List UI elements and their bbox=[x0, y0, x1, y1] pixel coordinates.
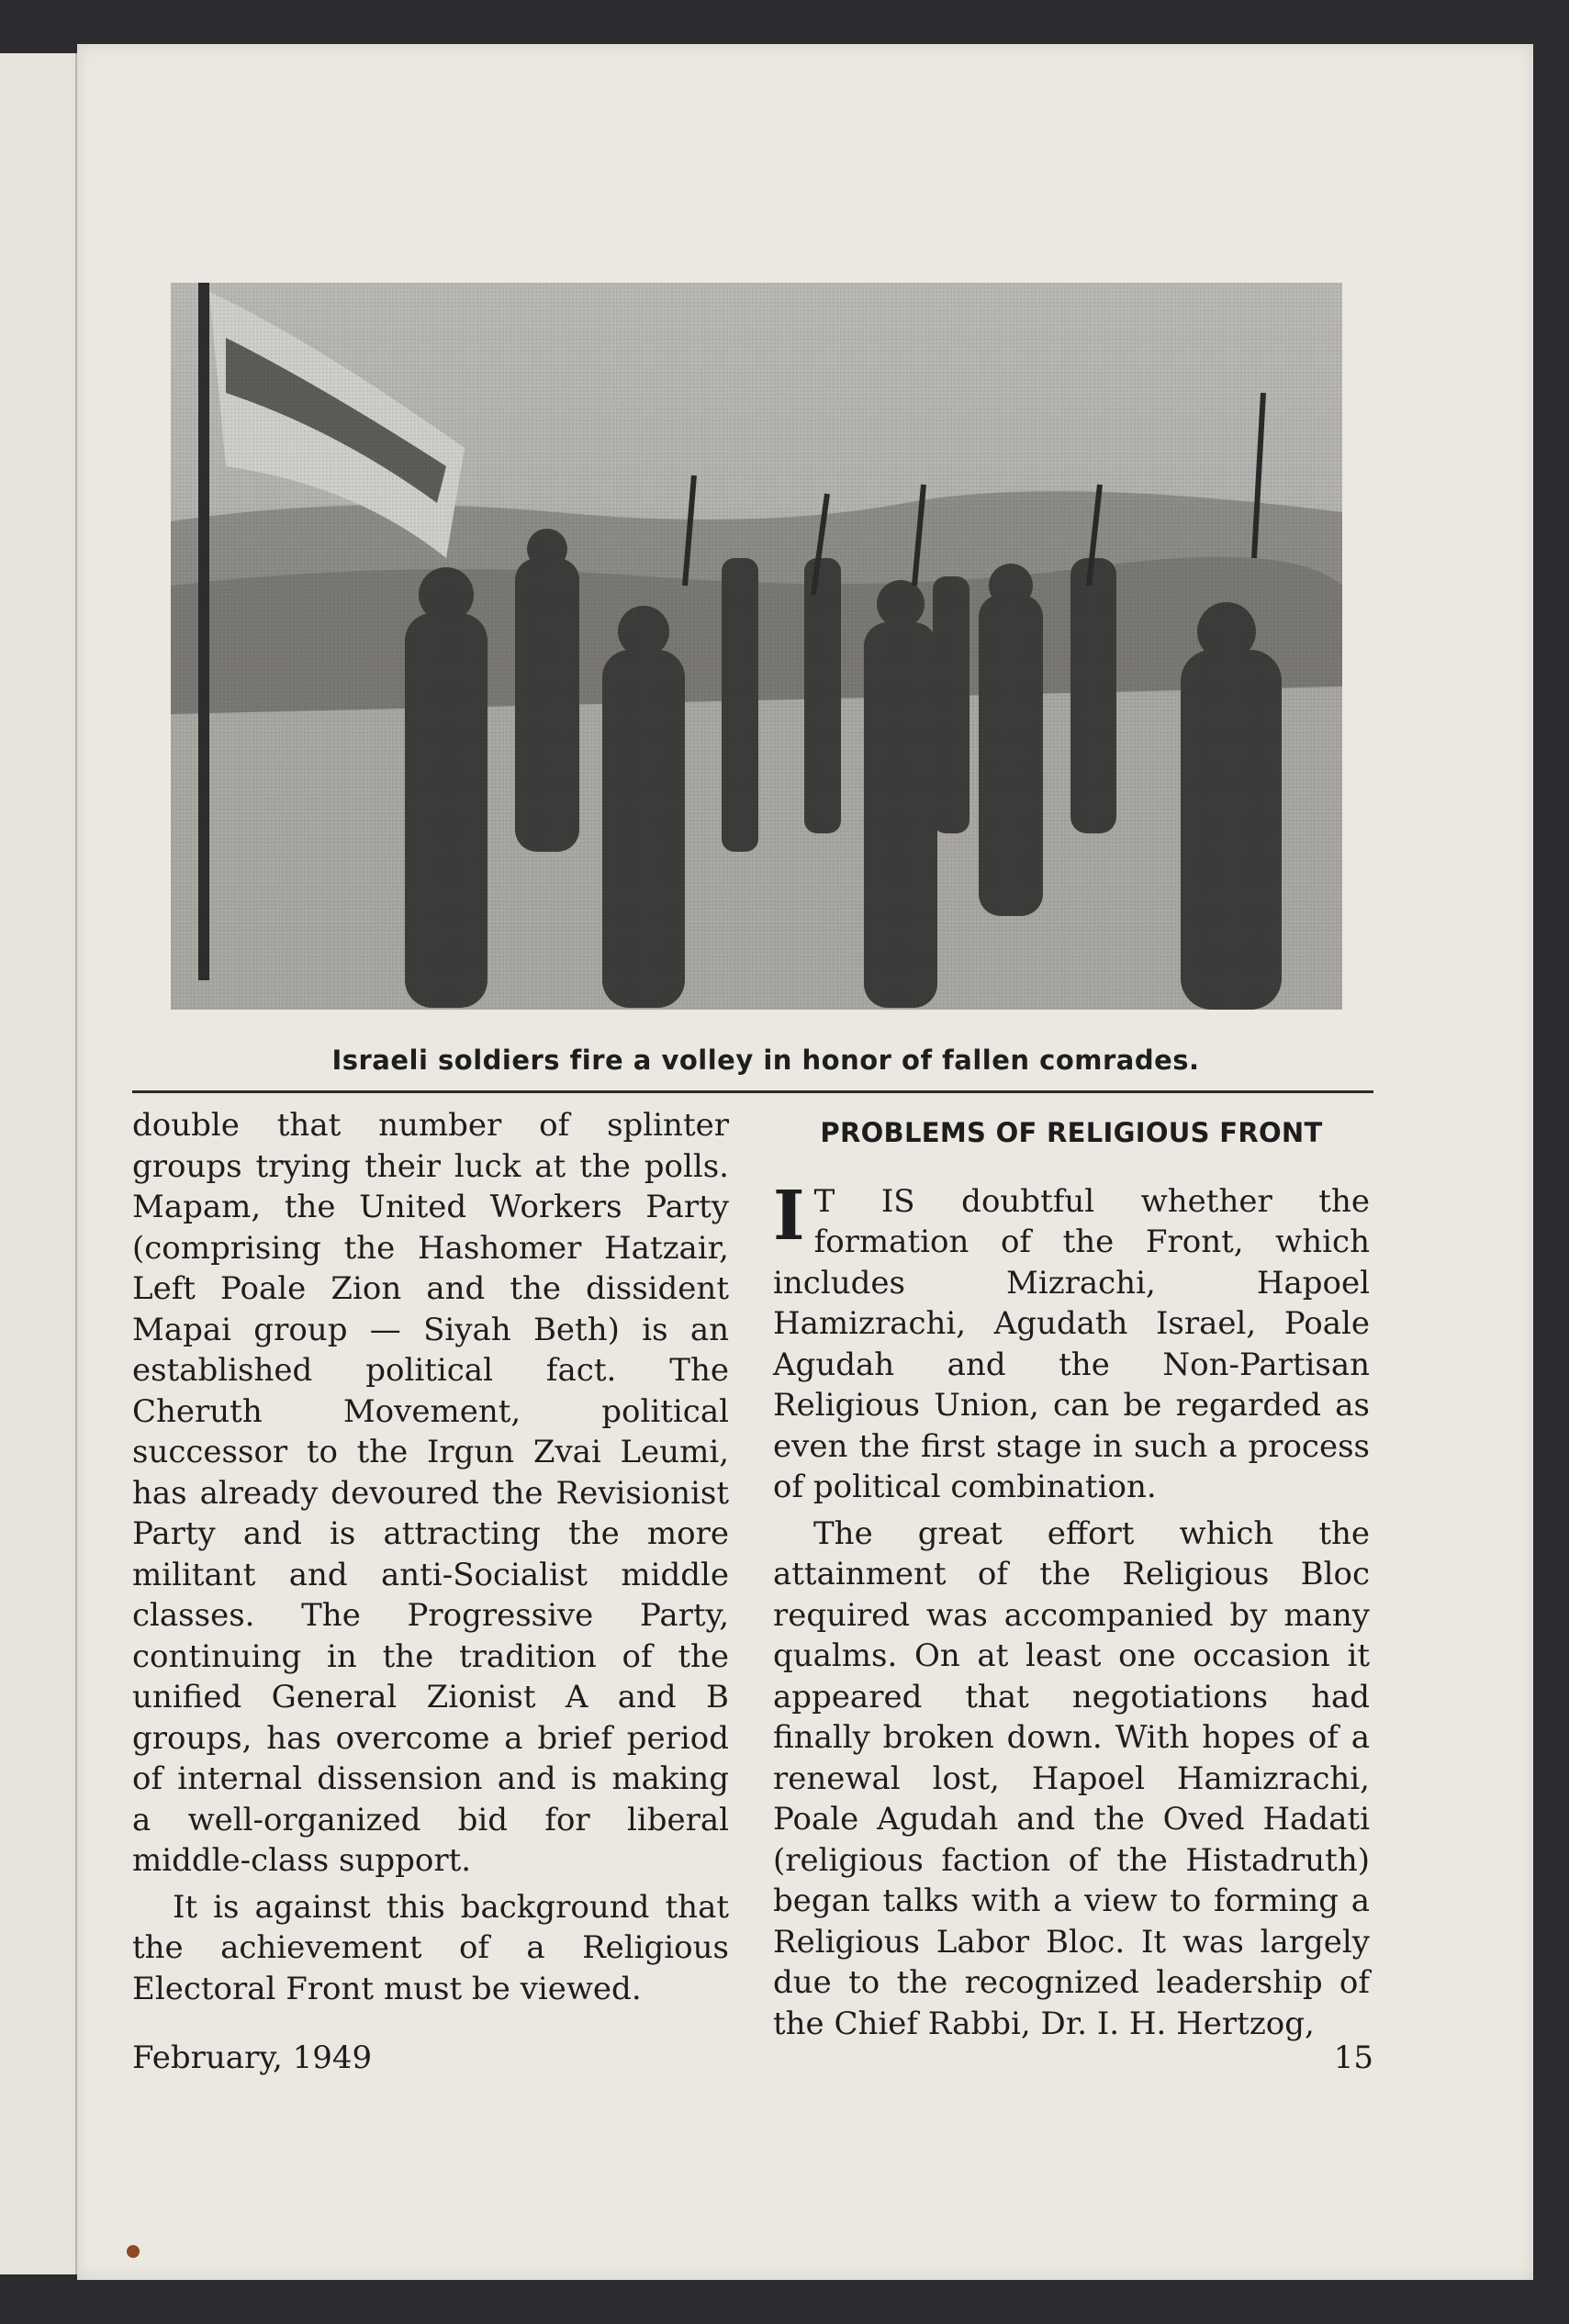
news-photo bbox=[171, 283, 1342, 1010]
magazine-page bbox=[77, 44, 1533, 2280]
drop-cap: I bbox=[773, 1176, 805, 1256]
left-paragraph-1: double that number of splinter groups trying their luck at the polls. Mapam, the United Workers Party (comprising the Hashomer Hatzair, Left Poale Zion and the dissident Mapai group — Siyah Beth) is an established political fact. The Cheruth Movement, political successor to the Irgun Zvai Leumi, has already devoured the Revisionist Party and is attracting the more militant and anti-Socialist middle classes. The Progressive Party, continuing in the tradition of the unified General Zionist A and B groups, has overcome a brief period of internal dissension and is making a well-organized bid for liberal middle-class support. bbox=[132, 1107, 729, 1879]
right-paragraph-1-text: T IS doubtful whether the formation of the Front, which includes Mizrachi, Hapoel Hamizrachi, Agudath Israel, Poale Agudah and the Non-Partisan Religious Union, can be regarded as even the first stage in such a process of political combination. bbox=[773, 1182, 1370, 1505]
photo-caption: Israeli soldiers fire a volley in honor of fallen comrades. bbox=[331, 1045, 1200, 1076]
facing-page-edge bbox=[0, 53, 78, 2274]
right-paragraph-1 bbox=[773, 1176, 1370, 1508]
ink-spot bbox=[127, 2245, 140, 2258]
right-column bbox=[773, 1105, 1370, 2044]
right-paragraph-2: The great effort which the attainment of the Religious Bloc required was accompanied by many qualms. On at least one occasion it appeared that negotiations had finally broken down. With hopes of a renewal lost, Hapoel Hamizrachi, Poale Agudah and the Oved Hadati (religious faction of the Histadruth) began talks with a view to forming a Religious Labor Bloc. It was largely due to the recognized leadership of the Chief Rabbi, Dr. I. H. Hertzog, bbox=[773, 1514, 1370, 2042]
left-paragraph-2: It is against this background that the achievement of a Religious Electoral Front must be viewed. bbox=[132, 1888, 729, 2007]
footer-date: February, 1949 bbox=[132, 2039, 373, 2076]
left-column bbox=[132, 1105, 729, 2009]
caption-divider bbox=[132, 1090, 1373, 1093]
photo-soldiers-volley-icon bbox=[171, 283, 1342, 1010]
page-number: 15 bbox=[1333, 2039, 1373, 2076]
section-heading: PROBLEMS OF RELIGIOUS FRONT bbox=[820, 1117, 1323, 1148]
